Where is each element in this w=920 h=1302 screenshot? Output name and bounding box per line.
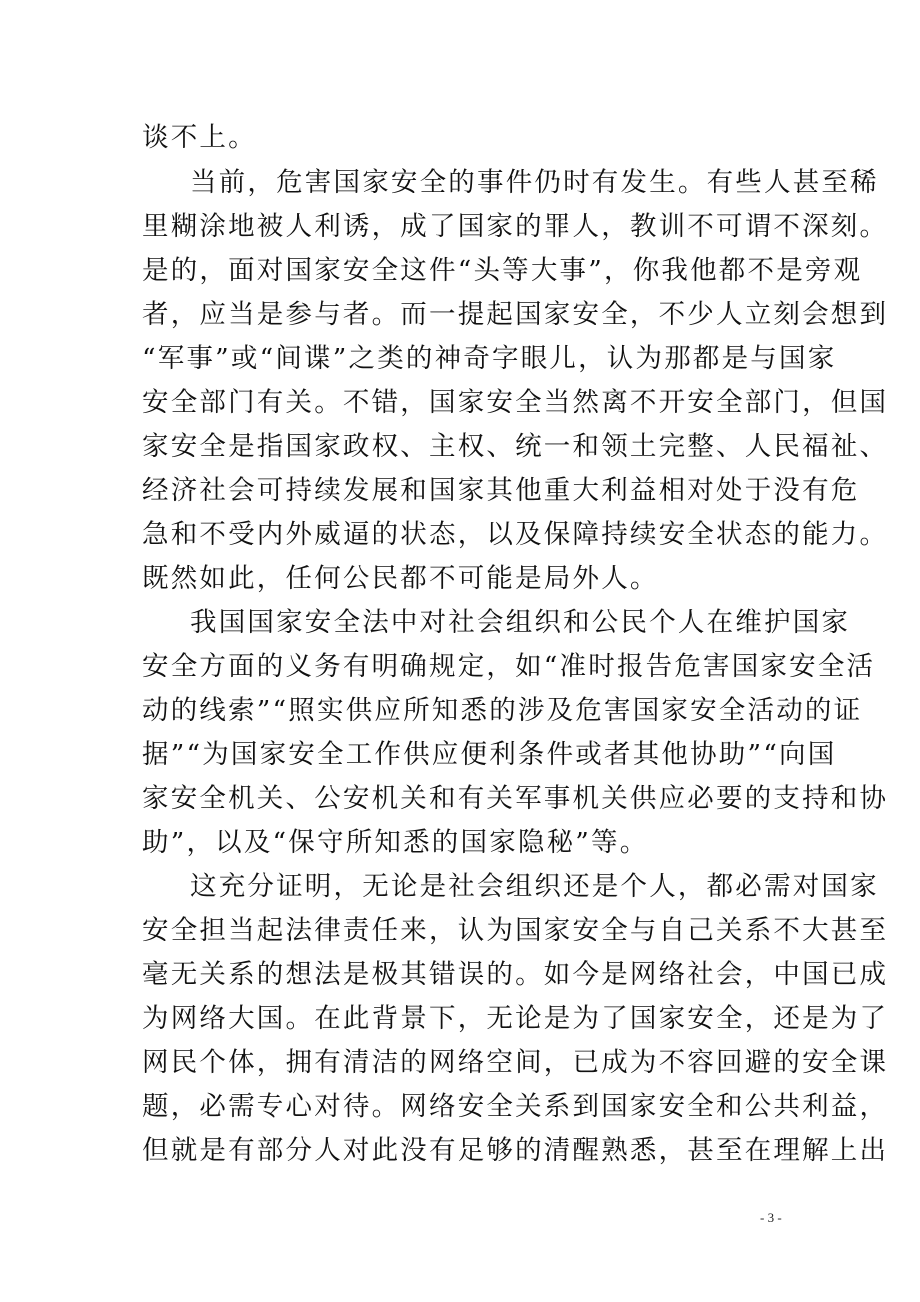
paragraph-first-line: 这充分证明，无论是社会组织还是个人，都必需对国家: [190, 871, 879, 902]
text-line: 家安全是指国家政权、主权、统一和领土完整、人民福祉、: [142, 431, 889, 462]
text-line: 安全部门有关。不错，国家安全当然离不开安全部门，但国: [142, 387, 889, 418]
text-line: 安全担当起法律责任来，认为国家安全与自己关系不大甚至: [142, 915, 889, 946]
page-number: - 3 -: [760, 1210, 782, 1225]
text-line: 是的，面对国家安全这件“头等大事”，你我他都不是旁观: [142, 255, 863, 286]
paragraph-first-line: 当前，危害国家安全的事件仍时有发生。有些人甚至稀: [190, 167, 879, 198]
text-line: 网民个体，拥有清洁的网络空间，已成为不容回避的安全课: [142, 1047, 889, 1078]
text-line: 家安全机关、公安机关和有关军事机关供应必要的支持和协: [142, 783, 889, 814]
text-line: 毫无关系的想法是极其错误的。如今是网络社会，中国已成: [142, 959, 889, 990]
text-line: 里糊涂地被人利诱，成了国家的罪人，教训不可谓不深刻。: [142, 211, 889, 242]
text-line: 安全方面的义务有明确规定，如“准时报告危害国家安全活: [142, 651, 876, 682]
text-line: 据”“为国家安全工作供应便利条件或者其他协助”“向国: [142, 739, 837, 770]
text-line: 谈不上。: [142, 122, 257, 153]
text-line: 动的线索”“照实供应所知悉的涉及危害国家安全活动的证: [142, 695, 863, 726]
text-line: “军事”或“间谍”之类的神奇字眼儿，认为那都是与国家: [142, 343, 837, 374]
text-line: 既然如此，任何公民都不可能是局外人。: [142, 563, 659, 594]
text-line: 但就是有部分人对此没有足够的清醒熟悉，甚至在理解上出: [142, 1135, 889, 1166]
text-line: 急和不受内外威逼的状态，以及保障持续安全状态的能力。: [142, 519, 889, 550]
text-line: 助”，以及“保守所知悉的国家隐秘”等。: [142, 827, 649, 858]
text-line: 经济社会可持续发展和国家其他重大利益相对处于没有危: [142, 475, 860, 506]
text-line: 为网络大国。在此背景下，无论是为了国家安全，还是为了: [142, 1003, 889, 1034]
paragraph-first-line: 我国国家安全法中对社会组织和公民个人在维护国家: [190, 607, 851, 638]
text-line: 题，必需专心对待。网络安全关系到国家安全和公共利益，: [142, 1091, 889, 1122]
text-line: 者，应当是参与者。而一提起国家安全，不少人立刻会想到: [142, 299, 889, 330]
